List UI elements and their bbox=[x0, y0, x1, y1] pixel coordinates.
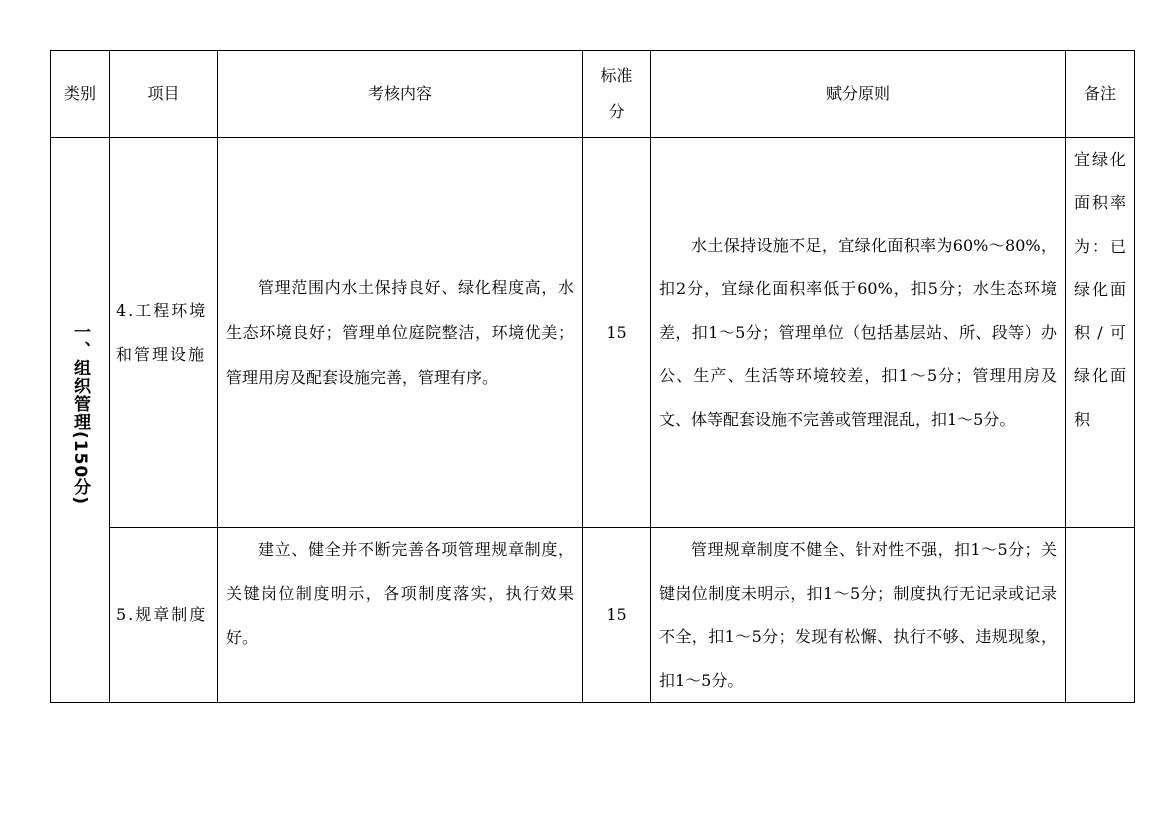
header-item: 项目 bbox=[110, 51, 218, 138]
document-page bbox=[50, 50, 1134, 703]
score-cell: 15 bbox=[583, 528, 651, 703]
rule-cell: 水土保持设施不足，宜绿化面积率为60%～80%，扣2分，宜绿化面积率低于60%，扣5分；水生态环境差，扣1～5分；管理单位（包括基层站、所、段等）办公、生产、生活等环境较差，扣1～5分；管理用房及文、体等配套设施不完善或管理混乱，扣1～5分。 bbox=[651, 138, 1066, 528]
header-note: 备注 bbox=[1066, 51, 1135, 138]
note-cell bbox=[1066, 528, 1135, 703]
rule-cell: 管理规章制度不健全、针对性不强，扣1～5分；关键岗位制度未明示，扣1～5分；制度执行无记录或记录不全，扣1～5分；发现有松懈、执行不够、违规现象，扣1～5分。 bbox=[651, 528, 1066, 703]
note-cell: 宜绿化面积率为：已绿化面积/可绿化面积 bbox=[1066, 138, 1135, 528]
table-row bbox=[51, 138, 1135, 528]
header-category: 类别 bbox=[51, 51, 110, 138]
item-cell: 5.规章制度 bbox=[110, 528, 218, 703]
header-score-cell bbox=[583, 51, 651, 138]
score-cell: 15 bbox=[583, 138, 651, 528]
item-cell: 4.工程环境和管理设施 bbox=[110, 138, 218, 528]
content-cell: 建立、健全并不断完善各项管理规章制度，关键岗位制度明示，各项制度落实，执行效果好。 bbox=[218, 528, 583, 703]
header-row bbox=[51, 51, 1135, 138]
table-row bbox=[51, 528, 1135, 703]
header-content: 考核内容 bbox=[218, 51, 583, 138]
header-score: 标准分 bbox=[600, 66, 633, 121]
header-rules: 赋分原则 bbox=[651, 51, 1066, 138]
category-label: 一、组织管理(150分) bbox=[70, 323, 90, 506]
evaluation-table bbox=[50, 50, 1135, 703]
content-cell: 管理范围内水土保持良好、绿化程度高，水生态环境良好；管理单位庭院整洁，环境优美；管理用房及配套设施完善，管理有序。 bbox=[218, 138, 583, 528]
category-cell bbox=[51, 138, 110, 703]
